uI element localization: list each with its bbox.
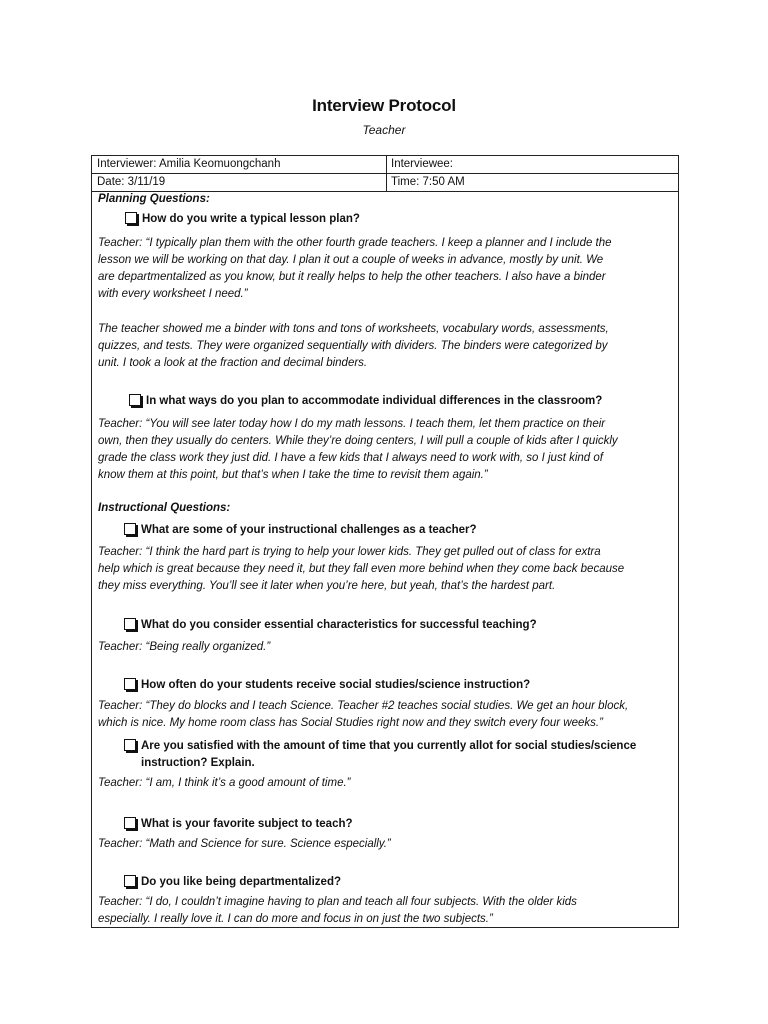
question-5: How often do your students receive social studies/science instruction? (124, 677, 530, 694)
table-row-divider (92, 191, 678, 192)
question-3: What are some of your instructional challenges as a teacher? (124, 522, 477, 539)
checkbox-icon (124, 678, 136, 690)
planning-section-heading: Planning Questions: (98, 193, 210, 205)
answer-8: Teacher: “I do, I couldn’t imagine having to plan and teach all four subjects. With the older kids especially. I really love it. I can do more and focus in on just the two subjects.” (98, 896, 577, 925)
time-cell: Time: 7:50 AM (391, 176, 465, 188)
instructional-section-heading: Instructional Questions: (98, 502, 231, 514)
interviewee-cell: Interviewee: (391, 158, 454, 170)
question-6: Are you satisfied with the amount of time that you currently allot for social studies/science instruction? Explain. (124, 738, 664, 772)
answer-2: Teacher: “You will see later today how I do my math lessons. I teach them, let them practice on their own, then they usually do centers. While they’re doing centers, I will pull a couple of kids after I quickly grade the class work they just did. I have a few kids that I always need to work with, so I just kind of know them at this point, but that’s when I take the time to revisit them again.” (98, 418, 618, 481)
checkbox-icon (124, 523, 136, 535)
answer-3: Teacher: “I think the hard part is trying to help your lower kids. They get pulled out of class for extra help which is great because they need it, but they fall even more behind when they come back because they miss everything. You’ll see it later when you’re here, but yeah, that’s the hardest part. (98, 546, 625, 592)
document-subtitle: Teacher (362, 123, 406, 137)
checkbox-icon (124, 875, 136, 887)
answer-4: Teacher: “Being really organized.” (98, 641, 271, 653)
question-4: What do you consider essential characteristics for successful teaching? (124, 617, 537, 634)
answer-5: Teacher: “They do blocks and I teach Science. Teacher #2 teaches social studies. We get an hour block, which is nice. My home room class has Social Studies right now and they switch every four weeks.” (98, 700, 629, 729)
checkbox-icon (124, 739, 136, 751)
answer-7: Teacher: “Math and Science for sure. Science especially.” (98, 838, 391, 850)
question-8: Do you like being departmentalized? (124, 874, 341, 891)
answer-6: Teacher: “I am, I think it’s a good amount of time.” (98, 777, 351, 789)
question-7: What is your favorite subject to teach? (124, 816, 353, 833)
checkbox-icon (124, 817, 136, 829)
checkbox-icon (124, 618, 136, 630)
question-2: In what ways do you plan to accommodate individual differences in the classroom? (129, 393, 602, 410)
date-cell: Date: 3/11/19 (97, 176, 166, 188)
protocol-table (91, 155, 679, 928)
document-title: Interview Protocol (312, 96, 456, 115)
interviewer-cell: Interviewer: Amilia Keomuongchanh (97, 158, 281, 170)
question-1: How do you write a typical lesson plan? (125, 211, 360, 228)
answer-1: Teacher: “I typically plan them with the other fourth grade teachers. I keep a planner and I include the lesson we will be working on that day. I plan it out a couple of weeks in advance, mostly by unit. We are departmentalized as you know, but it really helps to help the other teachers. I also have a binder with every worksheet I need.” (98, 237, 612, 300)
checkbox-icon (129, 394, 141, 406)
checkbox-icon (125, 212, 137, 224)
observation-note: The teacher showed me a binder with tons and tons of worksheets, vocabulary words, assessments, quizzes, and tests. They were organized sequentially with dividers. The binders were categorized by unit. I took a look at the fraction and decimal binders. (98, 323, 609, 369)
